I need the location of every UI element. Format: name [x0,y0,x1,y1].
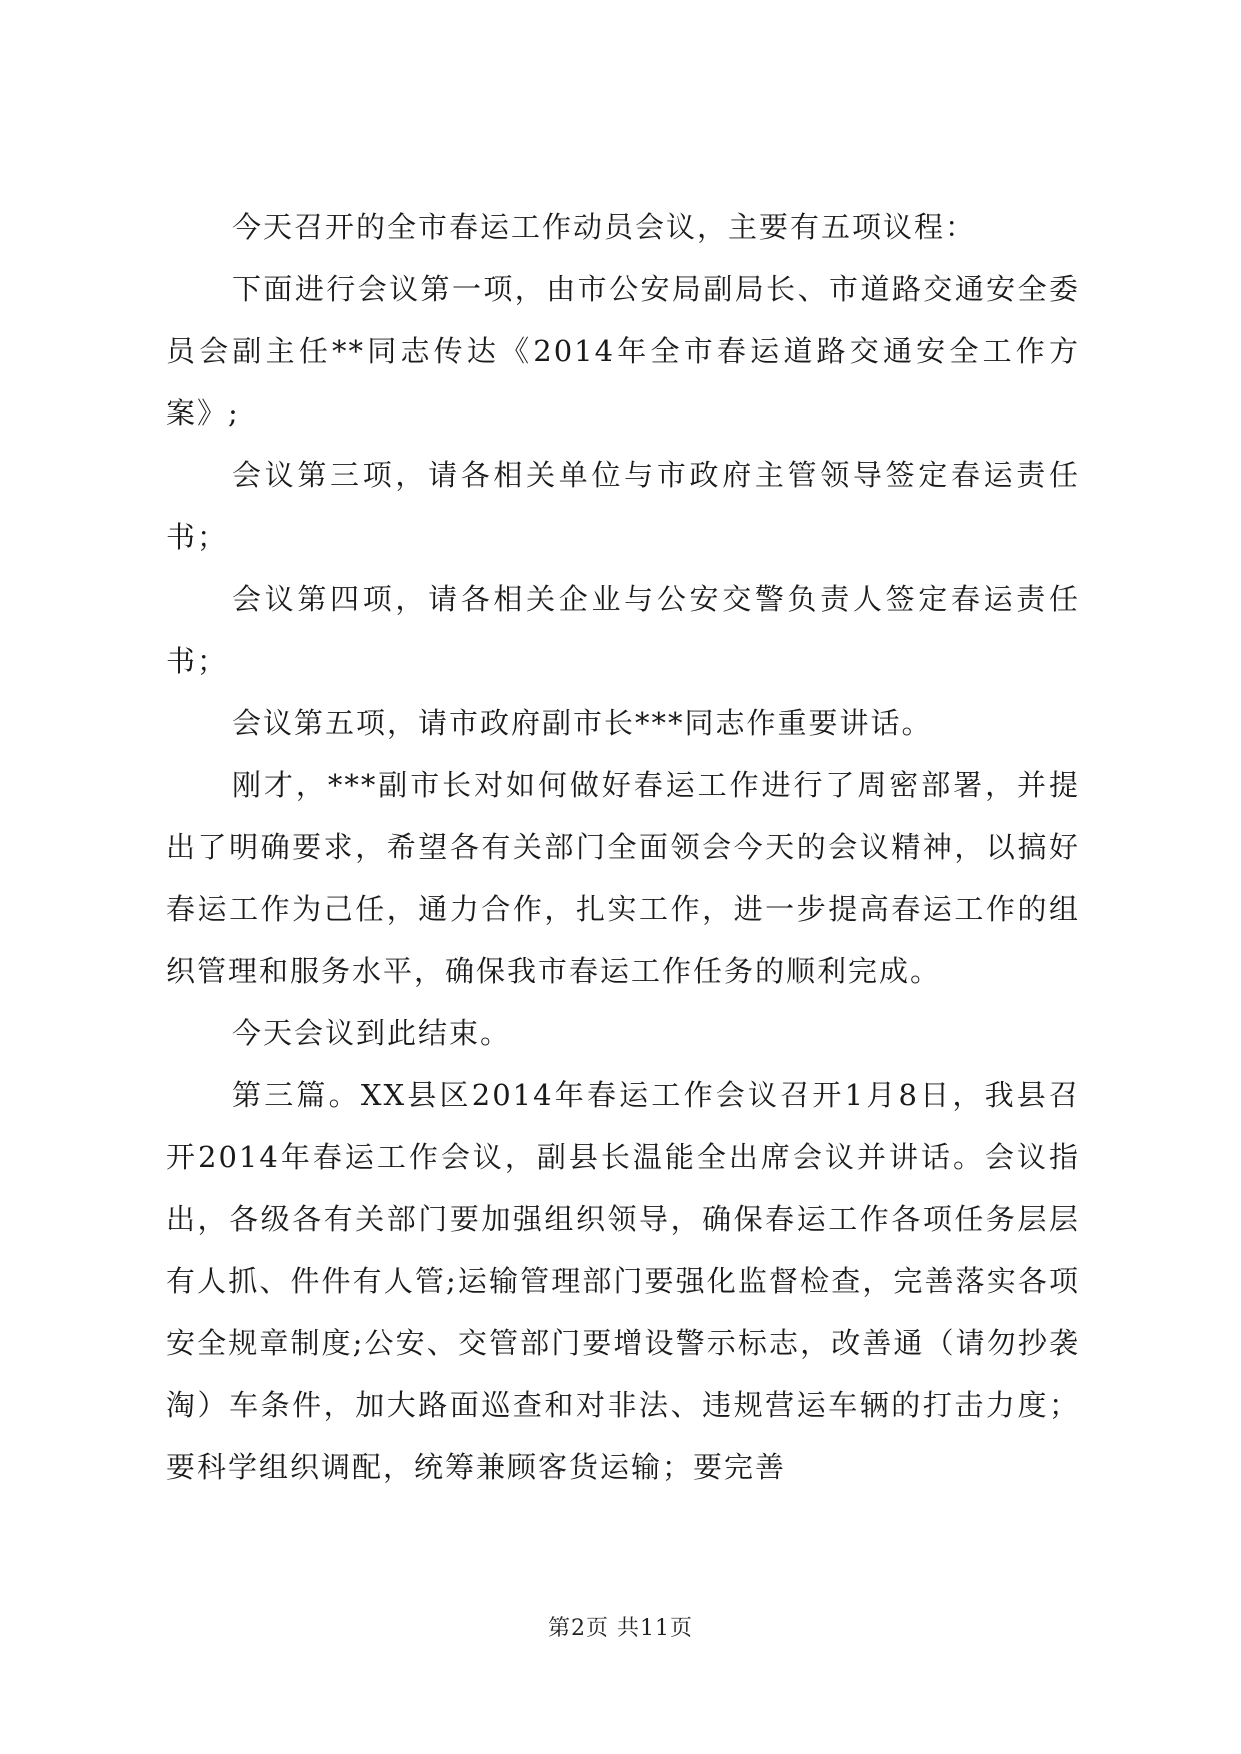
paragraph-section-three: 第三篇。XX县区2014年春运工作会议召开1月8日，我县召开2014年春运工作会议，副县长温能全出席会议并讲话。会议指出，各级各有关部门要加强组织领导，确保春运工作各项任务层层有人抓、件件有人管;运输管理部门要强化监督检查，完善落实各项安全规章制度;公安、交管部门要增设警示标志，改善通（请勿抄袭淘）车条件，加大路面巡查和对非法、违规营运车辆的打击力度；要科学组织调配，统筹兼顾客货运输；要完善 [166,1078,1080,1484]
paragraph-closing: 今天会议到此结束。 [232,1016,512,1050]
paragraph-agenda-item-3: 会议第三项，请各相关单位与市政府主管领导签定春运责任书； [166,458,1080,554]
paragraph-summary: 刚才，***副市长对如何做好春运工作进行了周密部署，并提出了明确要求，希望各有关部门全面领会今天的会议精神，以搞好春运工作为己任，通力合作，扎实工作，进一步提高春运工作的组织管理和服务水平，确保我市春运工作任务的顺利完成。 [166,768,1080,988]
paragraph-agenda-item-4: 会议第四项，请各相关企业与公安交警负责人签定春运责任书； [166,582,1080,678]
page-number-footer: 第2页 共11页 [548,1616,693,1641]
document-body [166,196,1080,1498]
paragraph-agenda-item-1: 下面进行会议第一项，由市公安局副局长、市道路交通安全委员会副主任**同志传达《2014年全市春运道路交通安全工作方案》; [166,272,1080,430]
paragraph-agenda-intro: 今天召开的全市春运工作动员会议，主要有五项议程： [232,210,977,244]
paragraph-agenda-item-5: 会议第五项，请市政府副市长***同志作重要讲话。 [232,706,933,740]
